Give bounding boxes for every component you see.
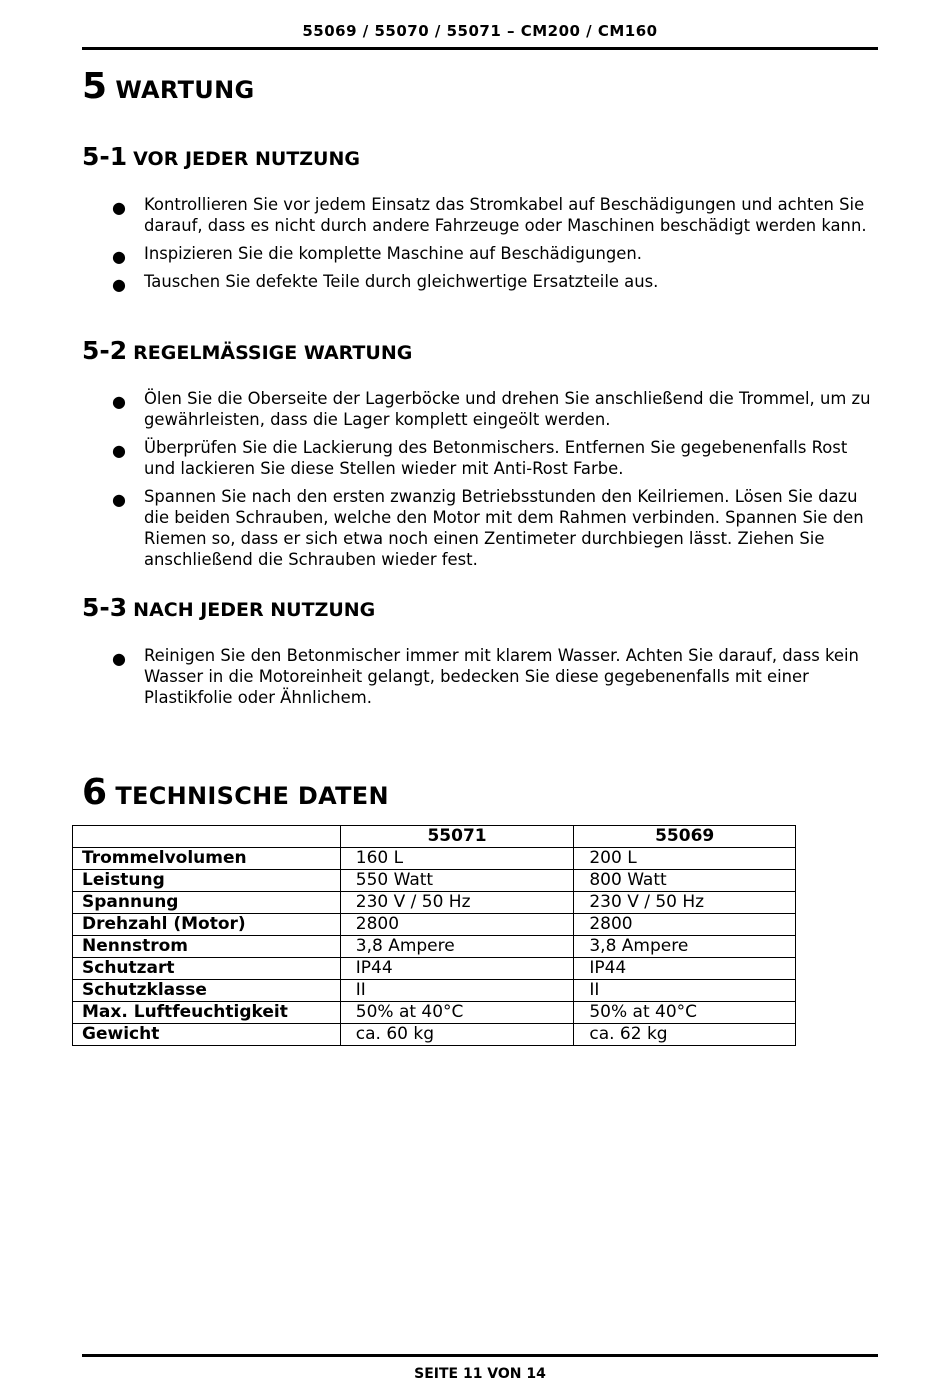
subsection-number: 5-2 xyxy=(82,336,128,365)
table-cell-label: Trommelvolumen xyxy=(73,848,341,870)
table-cell: ca. 60 kg xyxy=(340,1024,574,1046)
table-cell: IP44 xyxy=(340,958,574,980)
footer-rule xyxy=(82,1354,878,1357)
table-cell: II xyxy=(574,980,796,1002)
section-title: TECHNISCHE DATEN xyxy=(115,782,389,810)
bullet-list-5-2 xyxy=(82,388,882,577)
table-cell-label: Gewicht xyxy=(73,1024,341,1046)
section-6-heading xyxy=(82,772,389,813)
table-cell: 550 Watt xyxy=(340,870,574,892)
table-cell: 3,8 Ampere xyxy=(574,936,796,958)
header-rule xyxy=(82,47,878,50)
table-row xyxy=(73,936,796,958)
table-row xyxy=(73,958,796,980)
table-cell: 50% at 40°C xyxy=(340,1002,574,1024)
subsection-title: VOR JEDER NUTZUNG xyxy=(133,148,360,170)
table-row xyxy=(73,980,796,1002)
table-header-cell xyxy=(73,826,341,848)
section-title: WARTUNG xyxy=(115,76,255,104)
table-row xyxy=(73,1002,796,1024)
table-header-row xyxy=(73,826,796,848)
bullet-icon: ● xyxy=(112,198,126,217)
page-header: 55069 / 55070 / 55071 – CM200 / CM160 xyxy=(302,22,658,40)
list-item: ● Reinigen Sie den Betonmischer immer mit klarem Wasser. Achten Sie darauf, dass kein Wasser in die Motoreinheit gelangt, bedecken Sie diese gegebenenfalls mit einer Plastikfolie oder Ähnlichem. xyxy=(112,646,859,707)
section-5-heading xyxy=(82,66,254,107)
table-cell-label: Max. Luftfeuchtigkeit xyxy=(73,1002,341,1024)
subsection-5-1-heading xyxy=(82,142,360,171)
bullet-icon: ● xyxy=(112,247,126,266)
bullet-icon: ● xyxy=(112,490,126,509)
table-cell: 230 V / 50 Hz xyxy=(574,892,796,914)
table-row xyxy=(73,914,796,936)
subsection-5-3-heading xyxy=(82,593,375,622)
table-cell: 200 L xyxy=(574,848,796,870)
bullet-list-5-1 xyxy=(82,194,882,299)
page-footer: SEITE 11 VON 14 xyxy=(414,1366,546,1382)
table-cell-label: Nennstrom xyxy=(73,936,341,958)
subsection-title: REGELMÄSSIGE WARTUNG xyxy=(133,342,413,364)
section-number: 5 xyxy=(82,66,108,107)
section-number: 6 xyxy=(82,772,108,813)
list-item: ● Spannen Sie nach den ersten zwanzig Betriebsstunden den Keilriemen. Lösen Sie dazu die beiden Schrauben, welche den Motor mit dem Rahmen verbinden. Spannen Sie den Riemen so, dass er sich etwa noch einen Zentimeter durchbiegen lässt. Ziehen Sie anschließend die Schrauben wieder fest. xyxy=(112,487,864,569)
table-cell: 2800 xyxy=(574,914,796,936)
table-row xyxy=(73,1024,796,1046)
list-item: ● Überprüfen Sie die Lackierung des Betonmischers. Entfernen Sie gegebenenfalls Rost und lackieren Sie diese Stellen wieder mit Anti-Rost Farbe. xyxy=(112,438,848,478)
list-item: ● Inspizieren Sie die komplette Maschine auf Beschädigungen. xyxy=(112,244,642,266)
table-cell: II xyxy=(340,980,574,1002)
table-cell-label: Drehzahl (Motor) xyxy=(73,914,341,936)
bullet-icon: ● xyxy=(112,441,126,460)
table-cell-label: Schutzart xyxy=(73,958,341,980)
table-cell: 2800 xyxy=(340,914,574,936)
table-cell-label: Spannung xyxy=(73,892,341,914)
table-row xyxy=(73,892,796,914)
list-item: ● Tauschen Sie defekte Teile durch gleichwertige Ersatzteile aus. xyxy=(112,272,659,294)
table-cell: 3,8 Ampere xyxy=(340,936,574,958)
subsection-5-2-heading xyxy=(82,336,412,365)
table-cell: IP44 xyxy=(574,958,796,980)
bullet-icon: ● xyxy=(112,275,126,294)
table-cell-label: Leistung xyxy=(73,870,341,892)
subsection-number: 5-3 xyxy=(82,593,128,622)
table-row xyxy=(73,848,796,870)
table-cell-label: Schutzklasse xyxy=(73,980,341,1002)
bullet-list-5-3 xyxy=(82,645,882,715)
table-cell: 230 V / 50 Hz xyxy=(340,892,574,914)
bullet-icon: ● xyxy=(112,392,126,411)
technical-data-table xyxy=(72,825,796,1046)
table-cell: ca. 62 kg xyxy=(574,1024,796,1046)
table-cell: 50% at 40°C xyxy=(574,1002,796,1024)
table-cell: 160 L xyxy=(340,848,574,870)
table-row xyxy=(73,870,796,892)
list-item: ● Ölen Sie die Oberseite der Lagerböcke und drehen Sie anschließend die Trommel, um zu gewährleisten, dass die Lager komplett eingeölt werden. xyxy=(112,389,871,429)
table-cell: 800 Watt xyxy=(574,870,796,892)
subsection-number: 5-1 xyxy=(82,142,128,171)
bullet-icon: ● xyxy=(112,649,126,668)
list-item: ● Kontrollieren Sie vor jedem Einsatz das Stromkabel auf Beschädigungen und achten Sie darauf, dass es nicht durch andere Fahrzeuge oder Maschinen beschädigt werden kann. xyxy=(112,195,867,235)
table-header-cell: 55069 xyxy=(574,826,796,848)
subsection-title: NACH JEDER NUTZUNG xyxy=(133,599,376,621)
table-header-cell: 55071 xyxy=(340,826,574,848)
